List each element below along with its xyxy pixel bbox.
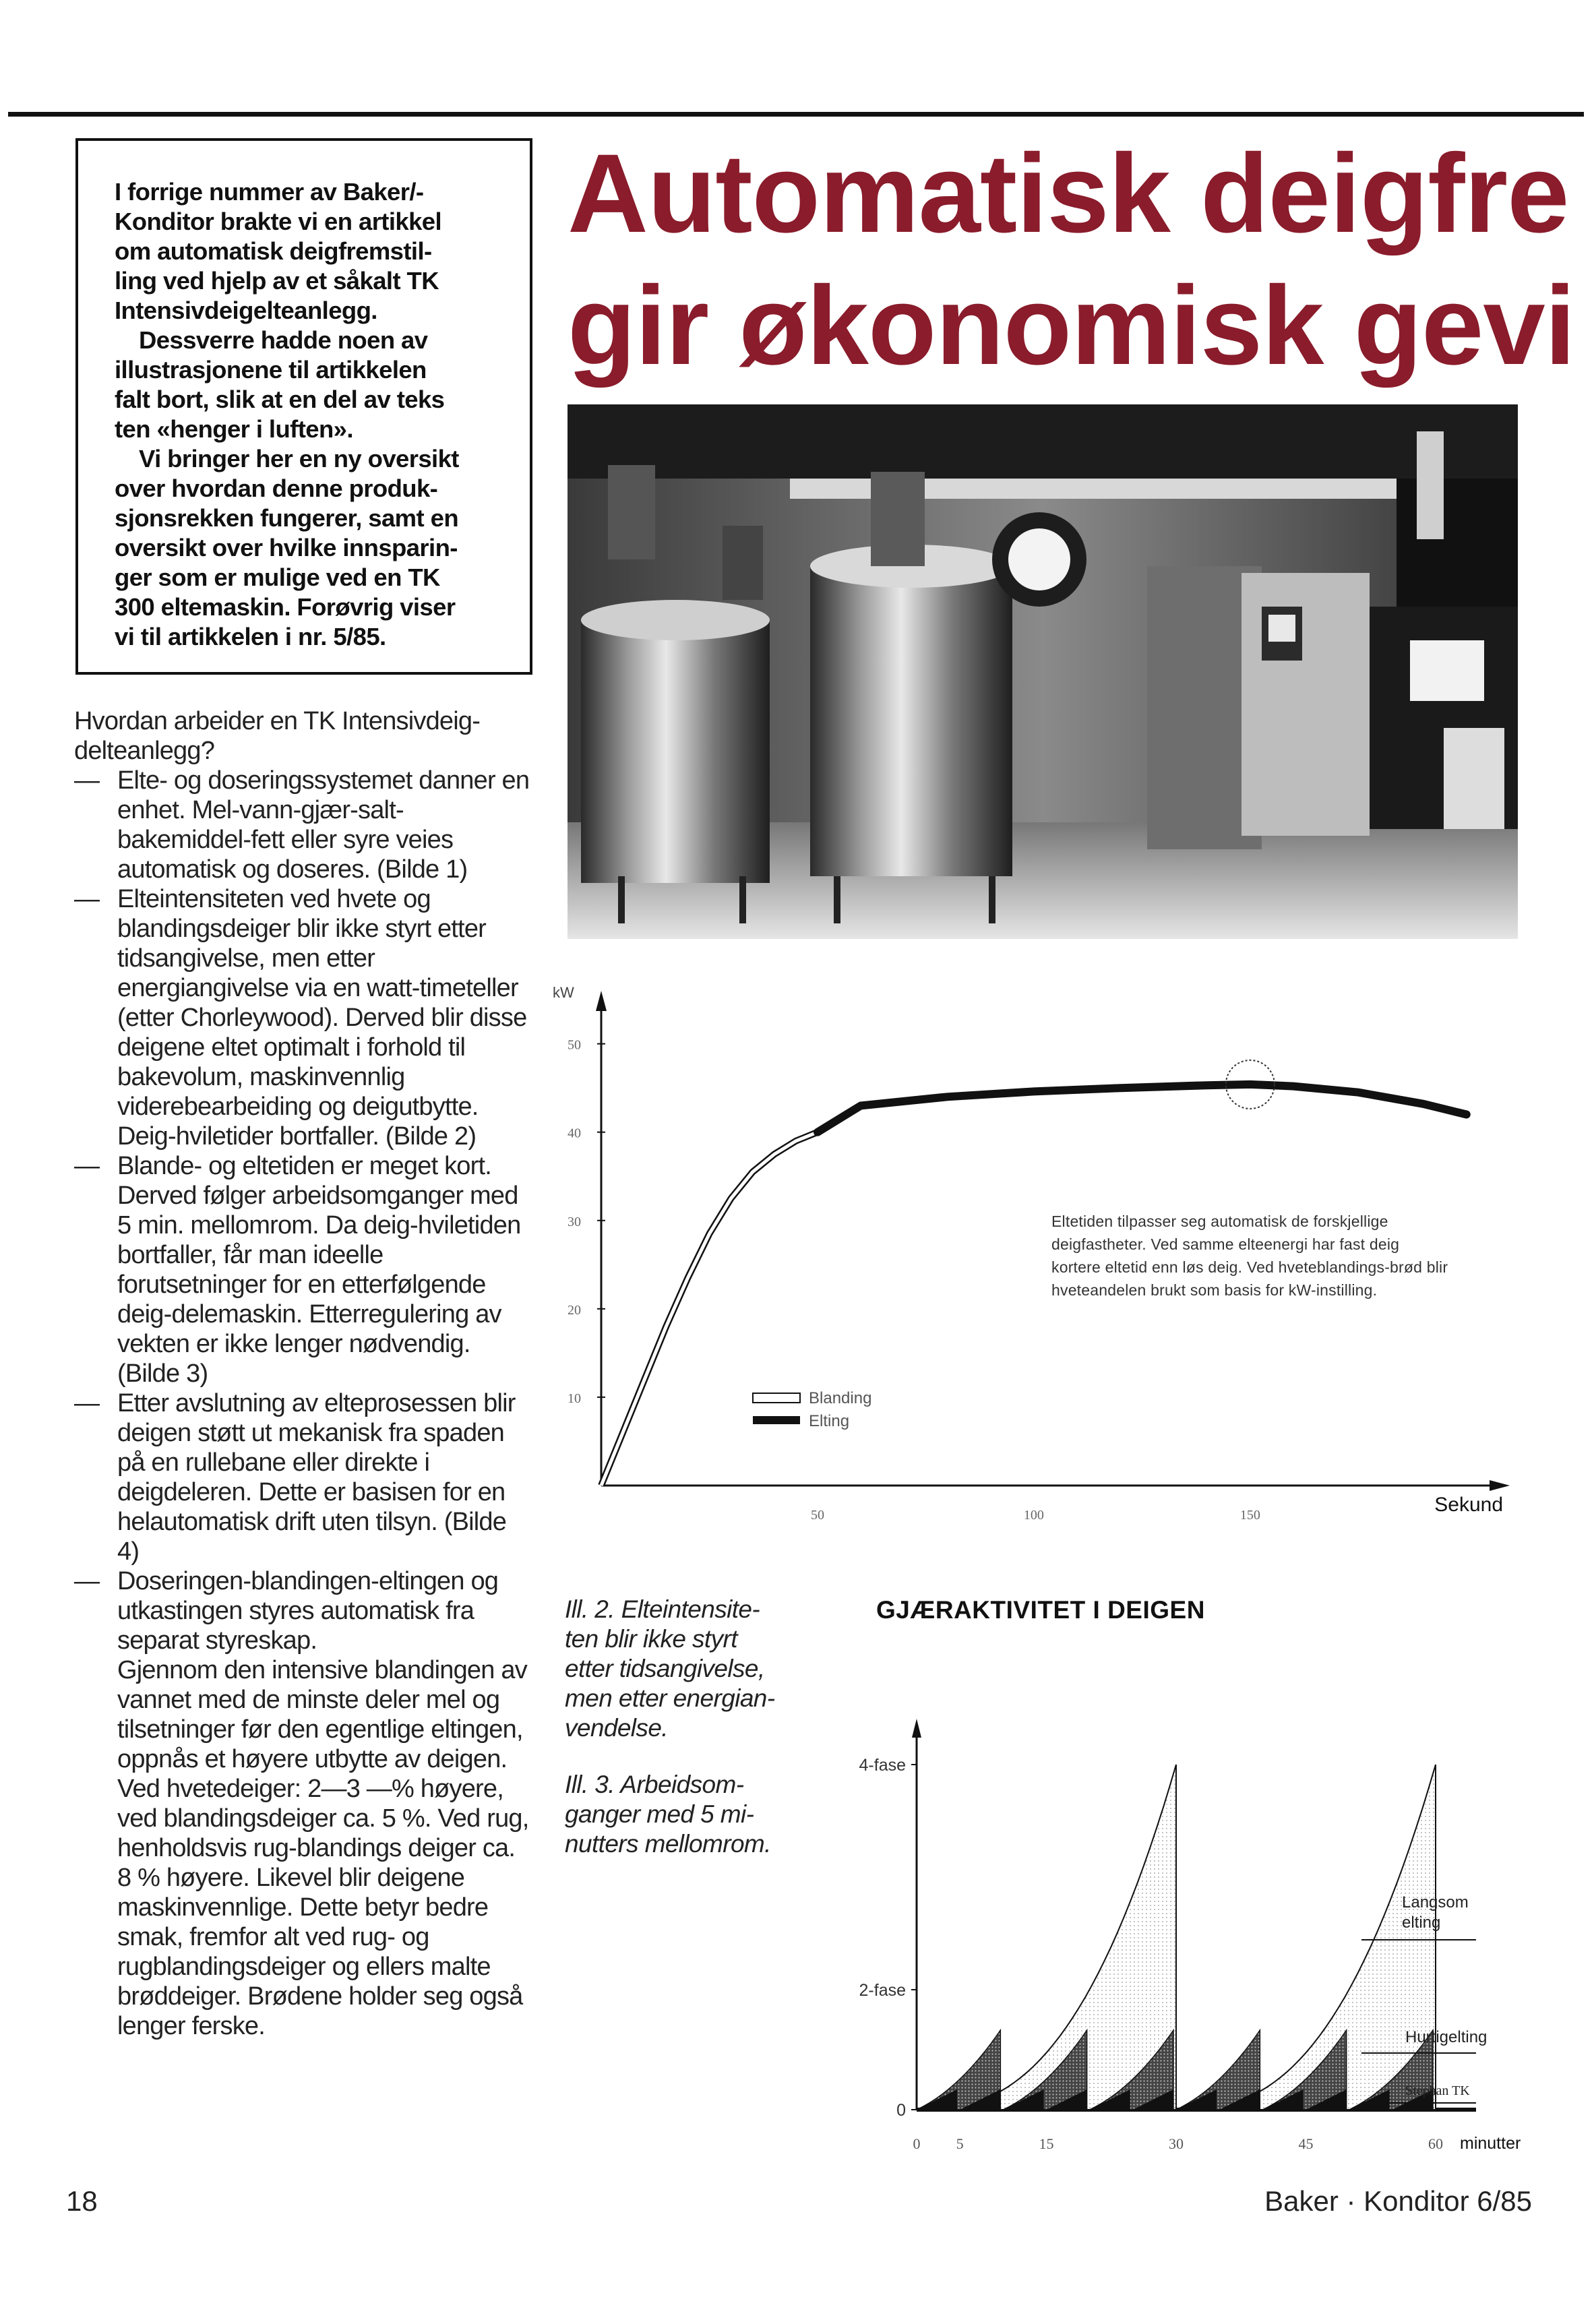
body-item [74, 766, 532, 884]
legend-swatch-elting [753, 1416, 800, 1424]
gjaer-x-tick-label: 5 [956, 2135, 964, 2152]
gjaer-label-hurtig: Hurtigelting [1405, 2028, 1488, 2046]
kw-y-tick-label: 30 [568, 1214, 581, 1229]
intro-paragraph-2: Dessverre hadde noen av illustrasjonene til artikkelen falt bort, slik at en del av teks ten «henger i luften». [115, 326, 445, 443]
body-item [74, 1388, 532, 1566]
headline-line-2: gir økonomisk gevi [568, 264, 1575, 388]
kw-y-tick-label: 10 [568, 1390, 581, 1406]
gjaer-y-tick-label: 2-fase [859, 1981, 906, 2000]
kw-chart-note: Eltetiden tilpasser seg automatisk de forskjellige deigfastheter. Ved samme elteenergi har fast deig kortere eltetid enn løs deig. Ved hveteblandings-brød blir hveteandelen brukt som basis for kW-instilling. [1051, 1213, 1448, 1299]
legend-swatch-blanding [753, 1393, 800, 1403]
body-item [74, 1566, 532, 1655]
gjaer-label-stephan: Stephan TK [1405, 2083, 1470, 2098]
body-item [74, 1151, 532, 1388]
kw-series-blanding-inner [601, 1132, 818, 1486]
body-question: Hvordan arbeider en TK Intensivdeig-delteanlegg? [74, 707, 481, 765]
list-dash: — [74, 766, 100, 795]
gjaer-x-unit: minutter [1460, 2134, 1521, 2153]
caption-ill-3: Ill. 3. Arbeidsom- ganger med 5 mi- nutters mellomrom. [565, 1771, 771, 1858]
body-item-text: Elte- og doseringssystemet danner en enhet. Mel-vann-gjær-salt-bakemiddel-fett eller syre veies automatisk og doseres. (Bilde 1) [117, 766, 530, 884]
kw-x-axis-arrow [1490, 1480, 1510, 1491]
page-number: 18 [66, 2185, 98, 2217]
kw-x-tick-label: 50 [810, 1508, 824, 1523]
list-dash: — [74, 885, 100, 913]
list-dash: — [74, 1567, 100, 1595]
gjaer-y-tick-label: 0 [896, 2101, 906, 2120]
kw-y-axis-arrow [596, 991, 607, 1011]
caption-ill-2: Ill. 2. Elteintensite- ten blir ikke styrt etter tidsangivelse, men etter energian- vendelse. [565, 1595, 775, 1742]
publication-footer: Baker · Konditor 6/85 [1264, 2185, 1532, 2217]
gjaer-label-langsom-2: elting [1402, 1914, 1441, 1932]
gjaer-chart-title: GJÆRAKTIVITET I DEIGEN [876, 1596, 1205, 1624]
body-trailing-paragraph: Gjennom den intensive blandingen av vannet med de minste deler mel og tilsetninger før den egentlige eltingen, oppnås et høyere utbytte av deigen. Ved hvetedeiger: 2—3 —% høyere, ved blandingsdeiger ca. 5 %. Ved rug, henholdsvis rug-blandings deiger ca. 8 % høyere. Likevel blir deigene maskinvennlige. Dette betyr bedre smak, fremfor alt ved rug- og rugblandingsdeiger og ellers malte brøddeiger. Brødene holder seg også lenger ferske. [117, 1656, 529, 2040]
body-item-text: Etter avslutning av elteprosessen blir deigen støtt ut mekanisk fra spaden på en rullebane eller direkte i deigdeleren. Dette er basisen for en helautomatisk drift uten tilsyn. (Bilde 4) [117, 1389, 516, 1566]
intro-box [75, 138, 532, 675]
gjaer-label-langsom: Langsom [1402, 1893, 1469, 1912]
gjaer-area-langsom [1176, 1765, 1436, 2110]
gjaer-area-langsom [917, 1765, 1176, 2110]
body-column [74, 706, 532, 2041]
kw-line-chart [553, 971, 1523, 1543]
gjaer-area-chart [829, 1645, 1537, 2170]
gjaer-x-tick-label: 30 [1169, 2135, 1184, 2152]
body-item [74, 884, 532, 1151]
body-item-text: Doseringen-blandingen-eltingen og utkastingen styres automatisk fra separat styreskap. [117, 1567, 499, 1655]
kw-x-axis-label: Sekund [1434, 1494, 1503, 1516]
kw-x-tick-label: 150 [1239, 1508, 1260, 1523]
intro-paragraph-3: Vi bringer her en ny oversikt over hvordan denne produk- sjonsrekken fungerer, samt en oversikt over hvilke innsparin- ger som er mulige ved en TK 300 eltemaskin. Forøvrig viser vi til artikkelen i nr. 5/85. [115, 445, 459, 650]
headline [568, 128, 1594, 411]
list-dash: — [74, 1389, 100, 1417]
legend-label-blanding: Blanding [809, 1389, 872, 1407]
top-rule [8, 112, 1584, 117]
kw-y-axis-label: kW [553, 984, 574, 1001]
legend-label-elting: Elting [809, 1412, 850, 1430]
kw-y-tick-label: 40 [568, 1126, 581, 1141]
gjaer-x-tick-label: 45 [1298, 2135, 1314, 2152]
kw-x-tick-label: 100 [1023, 1508, 1044, 1523]
body-item-text: Blande- og eltetiden er meget kort. Derved følger arbeidsomganger med 5 min. mellomrom. Da deig-hviletiden bortfaller, får man ideelle forutsetninger for en etterfølgende deig-delemaskin. Etterregulering av vekten er ikke lenger nødvendig. (Bilde 3) [117, 1152, 521, 1388]
gjaer-y-axis-arrow [912, 1719, 921, 1738]
gjaer-x-tick-label: 15 [1039, 2135, 1054, 2152]
kw-series-elting [818, 1084, 1467, 1132]
body-item-text: Elteintensiteten ved hvete og blandingsdeiger blir ikke styrt etter tidsangivelse, men etter energiangivelse via en watt-timeteller (etter Chorleywood). Derved blir disse deigene eltet optimalt i forhold til bakevolum, maskinvennlig viderebearbeiding og deigutbytte. Deig-hviletider bortfaller. (Bilde 2) [117, 885, 527, 1151]
gjaer-x-tick-label: 0 [913, 2135, 921, 2152]
kw-y-tick-label: 20 [568, 1302, 581, 1318]
gjaer-x-tick-label: 60 [1428, 2135, 1443, 2152]
gjaer-area-stephan [1176, 2089, 1217, 2110]
list-dash: — [74, 1152, 100, 1180]
gjaer-y-tick-label: 4-fase [859, 1756, 906, 1775]
machinery-photo [568, 404, 1518, 939]
captions [565, 1595, 814, 1886]
kw-series-blanding [601, 1132, 818, 1486]
intro-paragraph-1: I forrige nummer av Baker/- Konditor brakte vi en artikkel om automatisk deigfremstil- ling ved hjelp av et såkalt TK Intensivdeigelteanlegg. [115, 178, 442, 324]
headline-line-1: Automatisk deigfre [568, 131, 1569, 256]
kw-y-tick-label: 50 [568, 1037, 581, 1053]
